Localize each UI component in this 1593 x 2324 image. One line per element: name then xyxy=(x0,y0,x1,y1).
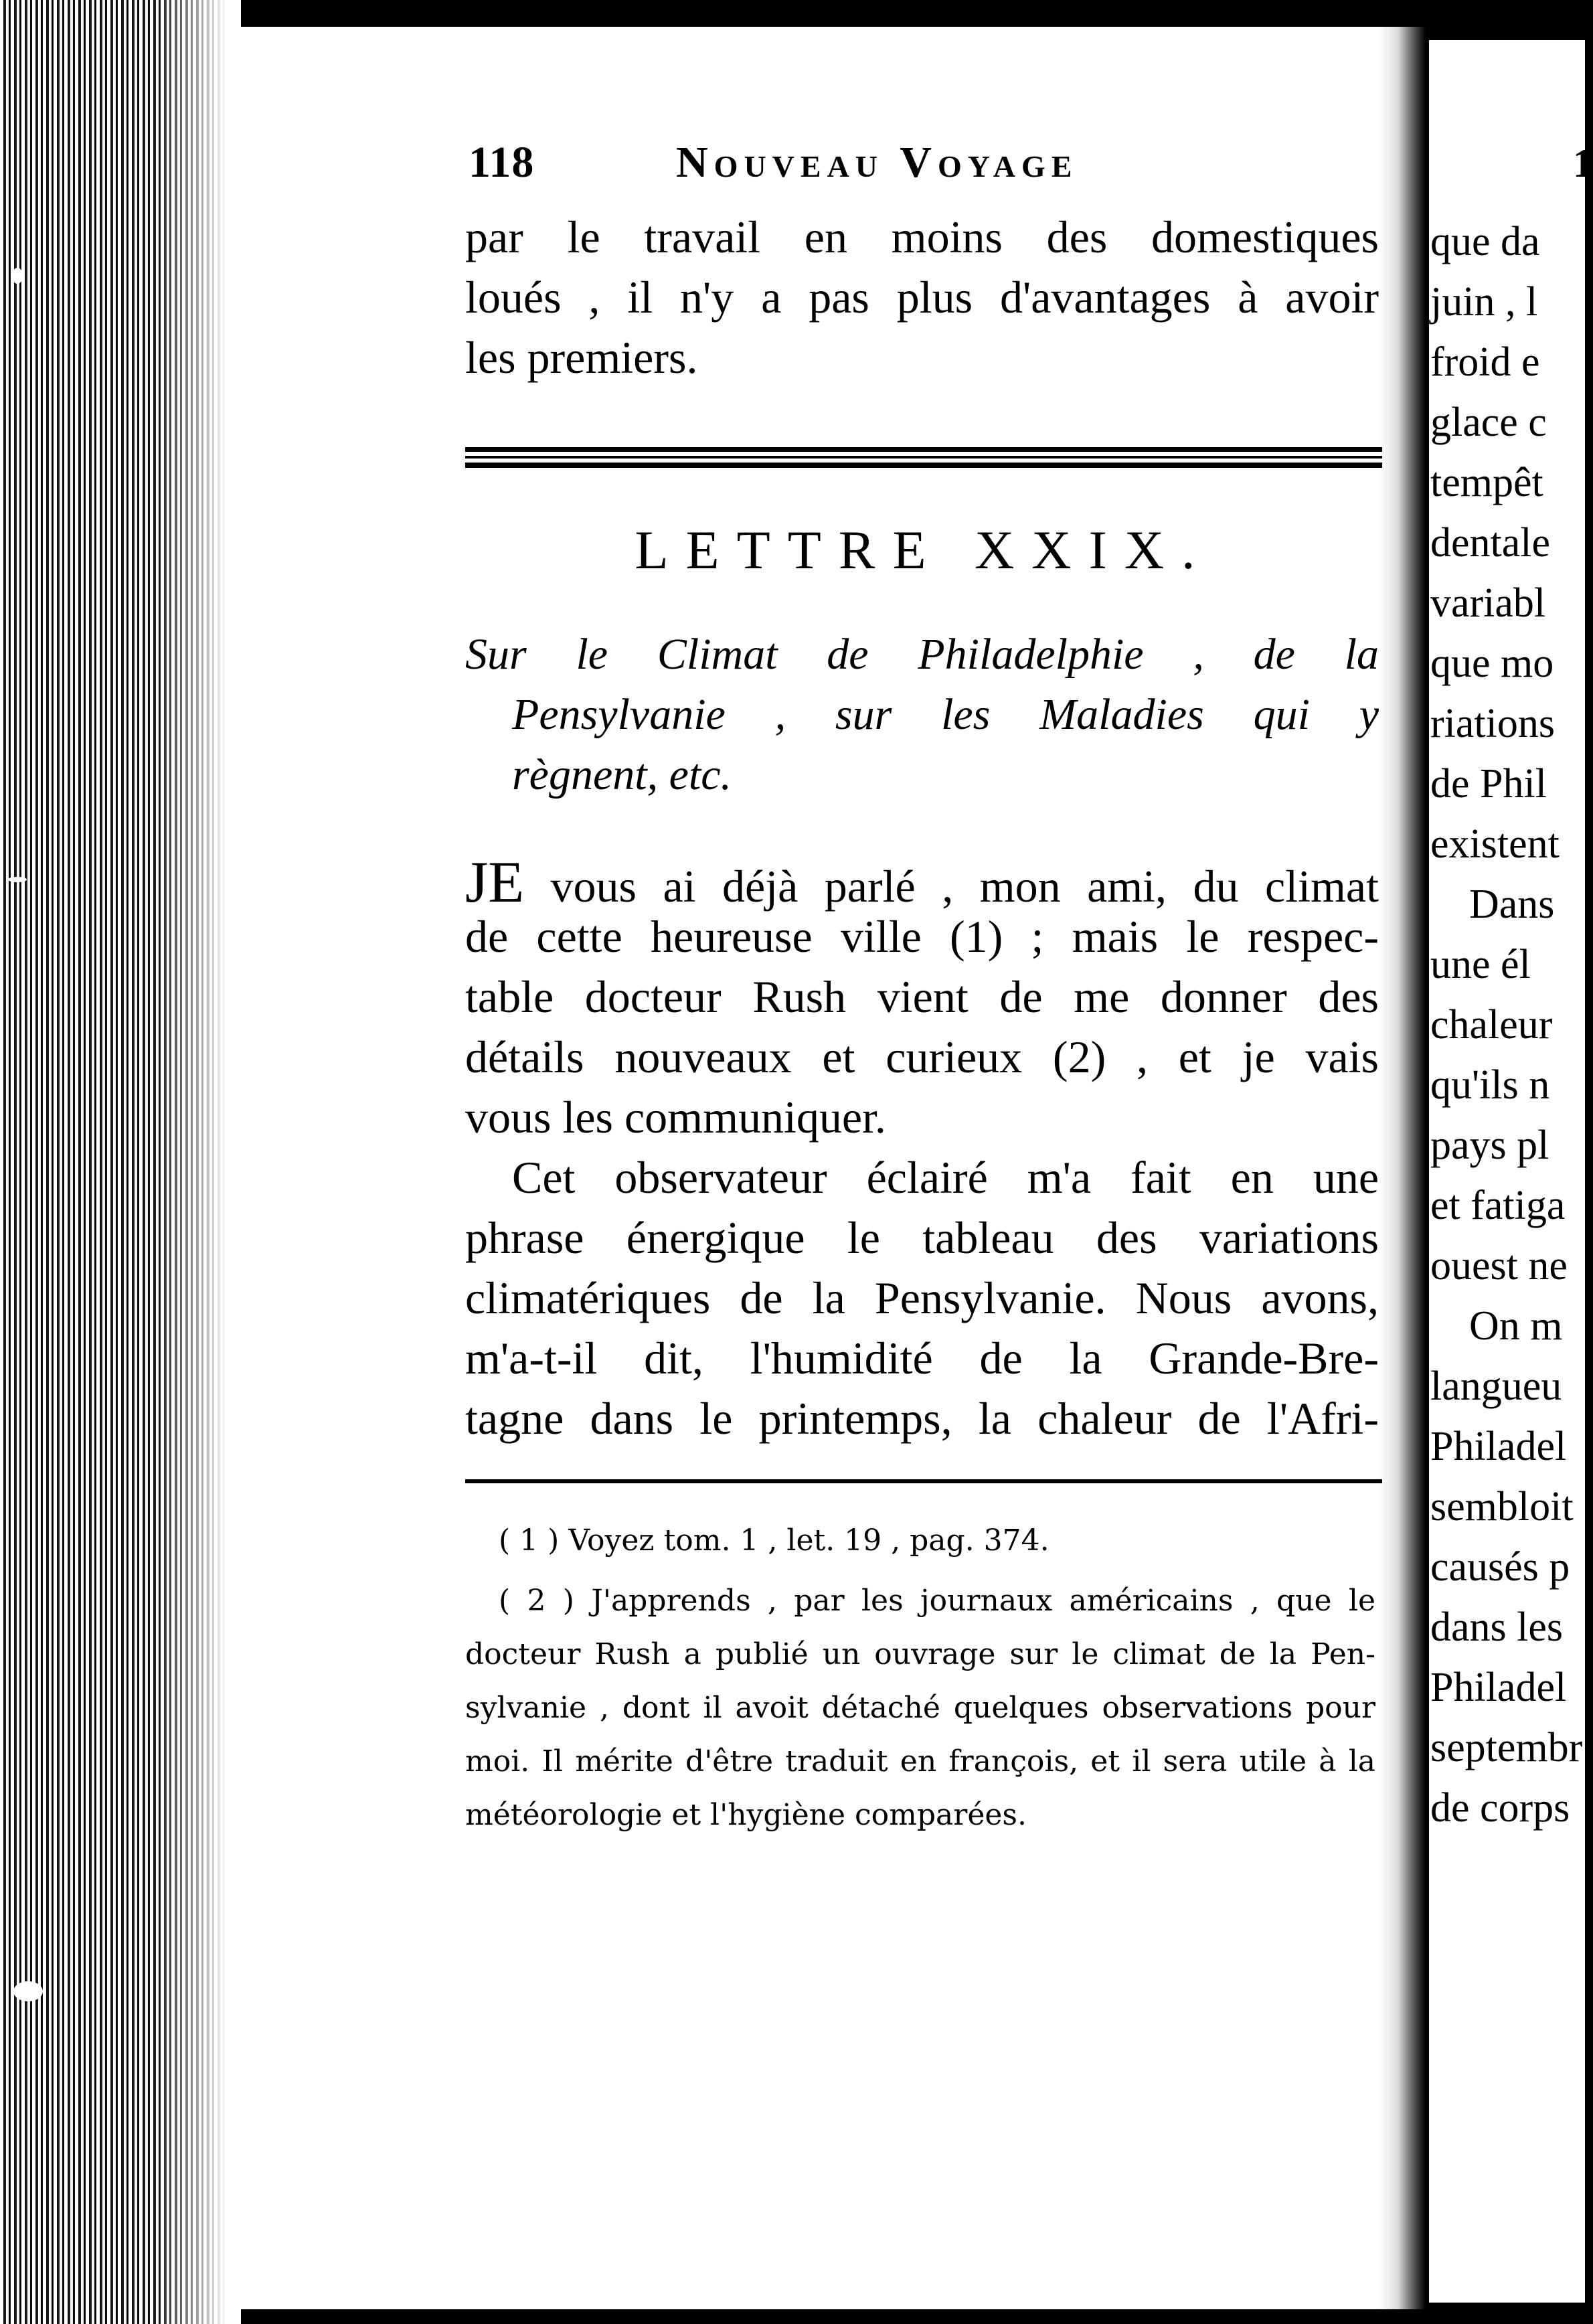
facing-page-line: septembr xyxy=(1430,1725,1583,1770)
page-number: 118 xyxy=(469,138,535,187)
drop-initial: JE xyxy=(465,850,524,915)
facing-page-line: riations xyxy=(1430,701,1555,746)
spine-shadow xyxy=(1379,27,1426,2309)
running-head xyxy=(469,137,1392,197)
letter-title: LETTRE XXIX. xyxy=(635,519,1213,580)
facing-page-line: qu'ils n xyxy=(1430,1062,1550,1108)
facing-page-line: sembloit xyxy=(1430,1484,1574,1529)
text-line: table docteur Rush vient de me donner des xyxy=(465,971,1379,1022)
facing-page-line: et fatiga xyxy=(1430,1183,1566,1228)
facing-page-line: ouest ne xyxy=(1430,1243,1568,1289)
scan-speck xyxy=(8,877,27,882)
facing-page-line: dans les xyxy=(1430,1604,1564,1650)
footnote-line: ( 2 ) J'apprends , par les journaux américains , que le xyxy=(499,1584,1375,1618)
facing-page-line: froid e xyxy=(1430,339,1540,385)
facing-page-line: langueu xyxy=(1430,1363,1562,1409)
scan-speck xyxy=(12,268,23,284)
text-line: phrase énergique le tableau des variations xyxy=(465,1212,1379,1263)
facing-page-line: juin , l xyxy=(1430,279,1538,325)
facing-page-line: variabl xyxy=(1430,580,1546,626)
facing-page-line: On m xyxy=(1469,1303,1563,1349)
footnote-line: sylvanie , dont il avoit détaché quelques observations pour xyxy=(465,1691,1375,1725)
letter-subtitle-line: Pensylvanie , sur les Maladies qui y xyxy=(512,690,1379,739)
text-line: loués , il n'y a pas plus d'avantages à avoir xyxy=(465,272,1379,323)
facing-page-line: Philadel xyxy=(1430,1424,1567,1469)
facing-page-line: chaleur xyxy=(1430,1002,1553,1048)
letter-subtitle-line: règnent, etc. xyxy=(512,750,732,799)
text-line: m'a-t-il dit, l'humidité de la Grande-Bre- xyxy=(465,1333,1379,1384)
text-line-rest: vous ai déjà parlé , mon ami, du climat xyxy=(524,861,1379,912)
facing-page-line: Dans xyxy=(1469,882,1555,927)
text-line: de cette heureuse ville (1) ; mais le respec- xyxy=(465,911,1379,962)
facing-page-line: une él xyxy=(1430,942,1531,987)
text-line-first xyxy=(465,850,1379,915)
footnote-rule xyxy=(465,1479,1382,1483)
text-line: climatériques de la Pensylvanie. Nous avons, xyxy=(465,1272,1379,1323)
facing-page-line: dentale xyxy=(1430,520,1551,566)
letter-subtitle-line: Sur le Climat de Philadelphie , de la xyxy=(465,630,1379,679)
facing-page-line: tempêt xyxy=(1430,460,1543,505)
section-divider xyxy=(465,447,1382,470)
facing-page xyxy=(1429,40,1593,2303)
page-stack-fade xyxy=(154,0,241,2324)
running-title: Nouveau Voyage xyxy=(676,138,1078,187)
facing-page-line: causés p xyxy=(1430,1544,1570,1590)
scan-speck xyxy=(13,1981,43,2001)
text-line: vous les communiquer. xyxy=(465,1092,886,1143)
text-line: détails nouveaux et curieux (2) , et je vais xyxy=(465,1031,1379,1082)
facing-page-line: glace c xyxy=(1430,400,1547,445)
footnote-line: météorologie et l'hygiène comparées. xyxy=(465,1798,1027,1832)
text-line: par le travail en moins des domestiques xyxy=(465,212,1379,262)
facing-page-line: que mo xyxy=(1430,641,1554,686)
facing-page-line: que da xyxy=(1430,219,1540,264)
facing-page-number-mark: 1 xyxy=(1573,141,1593,185)
facing-page-line: de Phil xyxy=(1430,761,1547,807)
facing-page-line: de corps xyxy=(1430,1785,1570,1831)
facing-page-line: pays pl xyxy=(1430,1123,1549,1168)
footnote-line: moi. Il mérite d'être traduit en françois, et il sera utile à la xyxy=(465,1744,1375,1778)
facing-page-line: Philadel xyxy=(1430,1665,1567,1710)
footnote-line: docteur Rush a publié un ouvrage sur le climat de la Pen- xyxy=(465,1637,1375,1671)
text-line: les premiers. xyxy=(465,332,698,383)
text-line: tagne dans le printemps, la chaleur de l'Afri- xyxy=(465,1393,1379,1444)
text-line: Cet observateur éclairé m'a fait en une xyxy=(512,1152,1379,1203)
facing-page-line: existent xyxy=(1430,821,1560,867)
footnote-line: ( 1 ) Voyez tom. 1 , let. 19 , pag. 374. xyxy=(499,1523,1050,1558)
